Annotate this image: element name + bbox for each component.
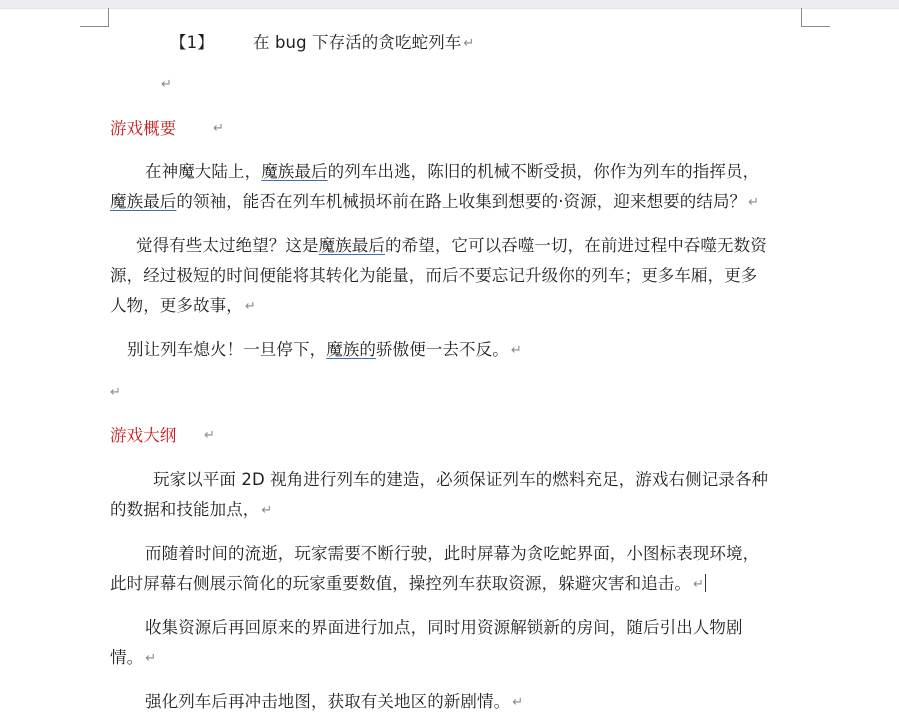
margin-corner-mark-left [80,8,109,27]
underlined-term: 魔族最后 [261,162,328,181]
text-run: 在神魔大陆上， [145,162,262,181]
paragraph-line[interactable] [110,648,156,669]
paragraph-mark-icon: ↵ [510,343,522,358]
reference-number: 【1】 [170,33,214,52]
underlined-term: 魔族最后 [318,236,386,255]
paragraph-mark-icon: ↵ [110,385,121,400]
paragraph-mark-icon: ↵ [204,428,215,443]
text-run: 别让列车熄火！一旦停下， [127,340,327,359]
underlined-term: 魔族最后 [110,192,177,211]
paragraph-line[interactable] [110,574,706,595]
heading-text: 游戏大纲 [110,426,177,445]
underlined-term: 魔族的 [326,340,377,359]
paragraph-mark-icon: ↵ [748,195,760,210]
text-run: 的数据和技能加点， [110,500,260,519]
paragraph-line[interactable] [110,296,256,317]
title-text-line[interactable] [253,33,474,54]
text-run: 源，经过极短的时间便能将其转化为能量，而后不要忘记升级你的列车；更多车厢，更多 [110,266,758,285]
paragraph-mark-icon: ↵ [261,503,273,518]
text-run: 的领袖，能否在列车机械损坏前在路上收集到想要的·资源，迎来想要的结局？ [176,192,747,211]
paragraph-line[interactable] [145,618,743,638]
paragraph-line[interactable] [136,236,767,256]
paragraph-line[interactable] [110,192,759,213]
text-run: 的列车出逃，陈旧的机械不断受损，你作为列车的指挥员， [327,162,760,181]
paragraph-mark-icon: ↵ [161,77,172,92]
text-run: 人物，更多故事， [110,296,243,315]
text-run: 觉得有些太过绝望？这是 [136,236,319,255]
text-run: 强化列车后再冲击地图，获取有关地区的新剧情。 [145,692,511,711]
paragraph-line[interactable] [110,500,272,521]
paragraph-mark-icon: ↵ [693,577,704,592]
editor-top-strip [0,0,899,9]
paragraph-line[interactable] [145,692,523,713]
text-run: 骄傲便一去不反。 [376,340,509,359]
paragraph-line[interactable] [110,266,757,286]
text-run: 情。 [110,648,144,667]
section-heading-outline[interactable] [110,426,176,446]
section-heading-overview[interactable] [110,119,176,139]
text-run: 而随着时间的流逝，玩家需要不断行驶，此时屏幕为贪吃蛇界面，小图标表现环境， [145,544,760,563]
text-run: 收集资源后再回原来的界面进行加点，同时用资源解锁新的房间，随后引出人物剧 [145,618,743,637]
paragraph-line[interactable] [145,162,759,182]
paragraph-line[interactable] [153,470,768,490]
text-run: 的希望，它可以吞噬一切，在前进过程中吞噬无数资 [385,236,767,255]
margin-corner-mark-right [801,8,830,27]
paragraph-line[interactable] [145,544,759,564]
title-line[interactable] [170,33,214,53]
paragraph-mark-icon: ↵ [213,121,224,136]
heading-text: 游戏概要 [110,119,177,138]
text-run: 此时屏幕右侧展示简化的玩家重要数值，操控列车获取资源，躲避灾害和追击。 [110,574,691,593]
paragraph-mark-icon: ↵ [145,651,157,666]
document-title: 在 bug 下存活的贪吃蛇列车 [253,33,462,52]
paragraph-mark-icon: ↵ [463,36,475,51]
paragraph-mark-icon: ↵ [512,695,524,710]
text-run: 玩家以平面 2D 视角进行列车的建造，必须保证列车的燃料充足，游戏右侧记录各种 [153,470,769,489]
paragraph-line[interactable] [127,340,522,361]
paragraph-mark-icon: ↵ [244,299,256,314]
text-cursor [705,574,706,592]
